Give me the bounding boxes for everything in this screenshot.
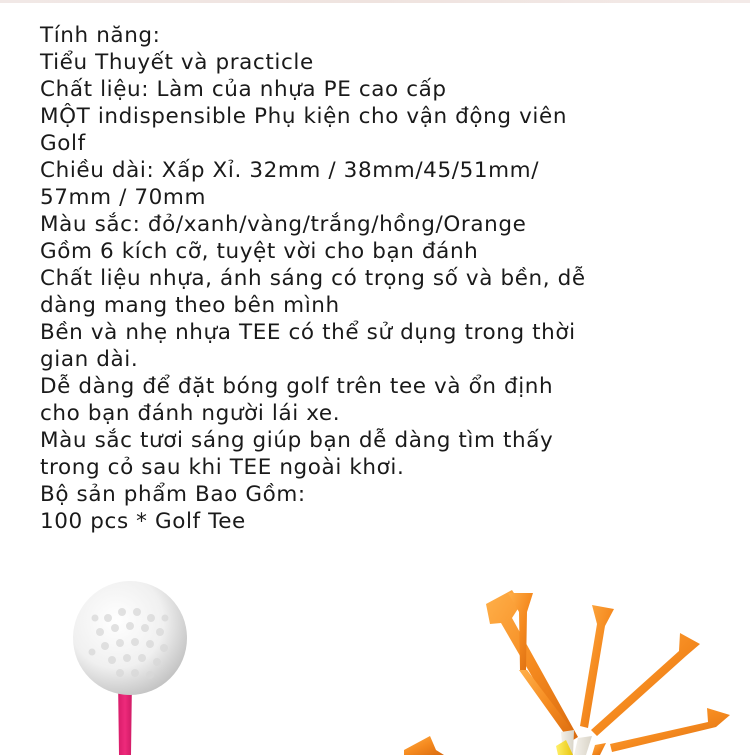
product-description xyxy=(40,22,730,535)
top-edge-strip xyxy=(0,0,750,3)
description-line: trong cỏ sau khi TEE ngoài khơi. xyxy=(40,455,405,480)
description-line: MỘT indispensible Phụ kiện cho vận động viên xyxy=(40,104,568,129)
description-line: Chất liệu: Làm của nhựa PE cao cấp xyxy=(40,77,447,102)
description-line: cho bạn đánh người lái xe. xyxy=(40,401,341,426)
description-line: Bộ sản phẩm Bao Gồm: xyxy=(40,482,306,507)
description-line: Chiều dài: Xấp Xỉ. 32mm / 38mm/45/51mm/ xyxy=(40,158,540,183)
description-line: Tính năng: xyxy=(40,23,161,48)
description-line: 57mm / 70mm xyxy=(40,185,207,210)
orange-golf-tees-icon xyxy=(404,590,730,755)
description-line: Golf xyxy=(40,131,86,156)
description-line: Màu sắc tươi sáng giúp bạn dễ dàng tìm thấy xyxy=(40,428,554,453)
description-line: Tiểu Thuyết và practicle xyxy=(40,50,314,75)
description-line: Dễ dàng để đặt bóng golf trên tee và ổn định xyxy=(40,374,554,399)
description-line: Màu sắc: đỏ/xanh/vàng/trắng/hồng/Orange xyxy=(40,212,527,237)
description-line: Gồm 6 kích cỡ, tuyệt vời cho bạn đánh xyxy=(40,239,479,264)
golf-ball-icon xyxy=(73,581,187,695)
description-line: gian dài. xyxy=(40,347,139,372)
description-line: Bền và nhẹ nhựa TEE có thể sử dụng trong thời xyxy=(40,320,576,345)
product-illustration xyxy=(0,560,750,755)
description-line: dàng mang theo bên mình xyxy=(40,293,340,318)
description-line: 100 pcs * Golf Tee xyxy=(40,509,246,534)
description-line: Chất liệu nhựa, ánh sáng có trọng số và bền, dễ xyxy=(40,266,586,291)
